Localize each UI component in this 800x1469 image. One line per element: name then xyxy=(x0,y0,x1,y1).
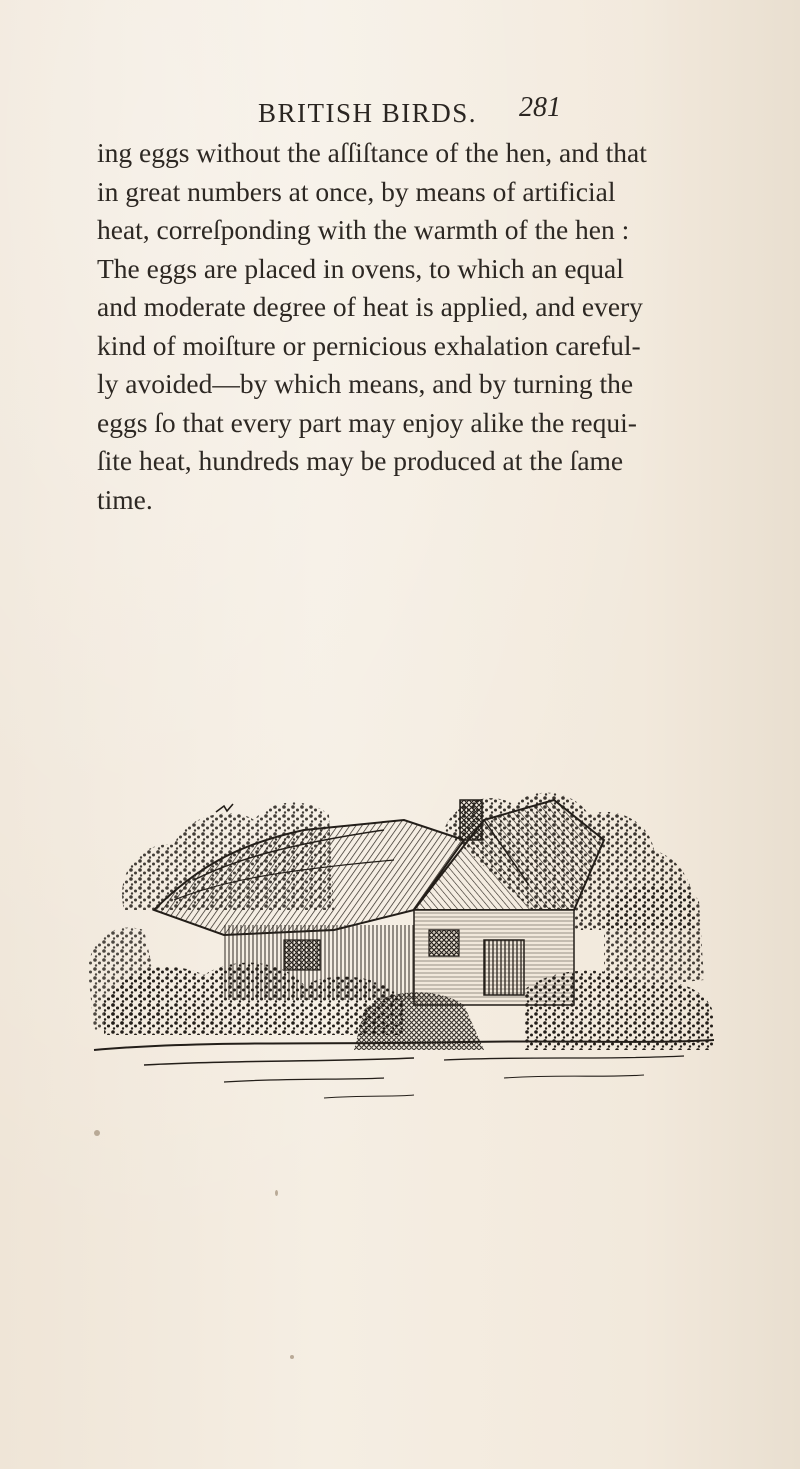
text-line: in great numbers at once, by means of artificial xyxy=(97,175,616,207)
chimney xyxy=(460,800,482,840)
paper-speck xyxy=(290,1355,294,1359)
cottage-vignette xyxy=(84,760,720,1120)
running-head: BRITISH BIRDS. xyxy=(258,98,478,128)
page-header xyxy=(0,90,800,130)
window xyxy=(284,940,320,970)
text-line: ly avoided—by which means, and by turning the xyxy=(97,368,634,399)
paper-speck xyxy=(275,1190,278,1196)
text-line: and moderate degree of heat is applied, and every xyxy=(97,291,643,322)
bird-icon xyxy=(216,804,233,812)
page-number: 281 xyxy=(519,92,561,123)
text-line: eggs ſo that every part may enjoy alike the requi- xyxy=(97,406,637,438)
text-line: time. xyxy=(97,483,153,515)
text-line: heat, correſponding with the warmth of the hen : xyxy=(97,214,630,245)
body-paragraph xyxy=(97,134,717,519)
text-line: ing eggs without the aſſiſtance of the hen, and that xyxy=(97,137,647,168)
text-line: ſite heat, hundreds may be produced at the ſame xyxy=(97,445,624,476)
window xyxy=(429,930,459,956)
text-line: The eggs are placed in ovens, to which an equal xyxy=(97,252,624,284)
text-line: kind of moiſture or pernicious exhalation careful- xyxy=(97,329,641,361)
paper-speck xyxy=(94,1130,100,1136)
door xyxy=(484,940,524,995)
